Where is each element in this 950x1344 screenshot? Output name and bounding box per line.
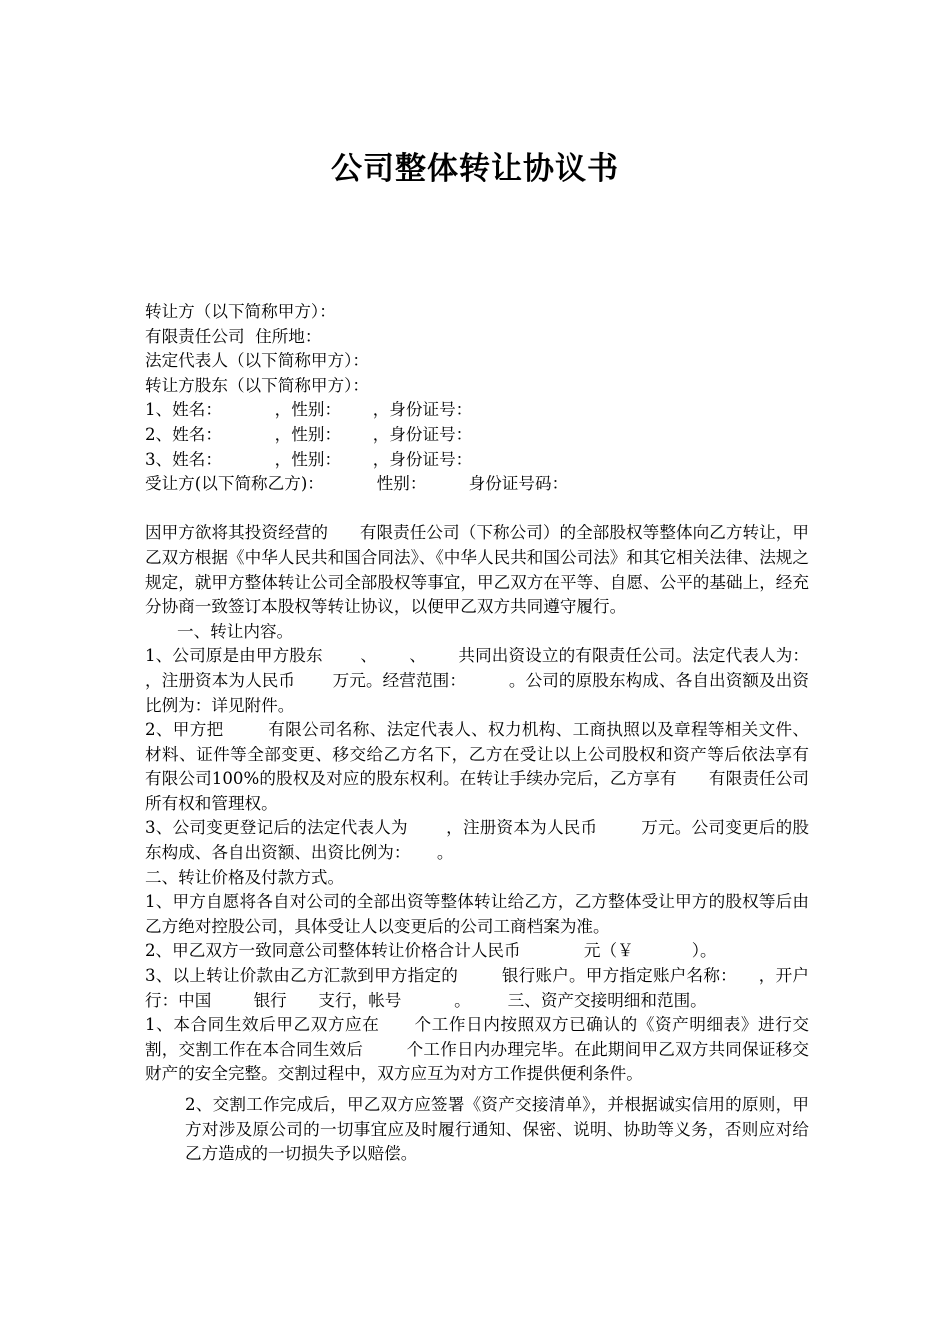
legal-rep-line: 法定代表人（以下简称甲方）： xyxy=(145,351,370,371)
document-body xyxy=(145,300,841,1167)
clause-2-3: 3、以上转让价款由乙方汇款到甲方指定的 银行账户。甲方指定账户名称： ，开户行：中国 银行 支行，帐号 。 三、资产交接明细和范围。 xyxy=(145,966,809,1010)
clause-2-1: 1、甲方自愿将各自对公司的全部出资等整体转让给乙方，乙方整体受让甲方的股权等后由乙方绝对控股公司，具体受让人以变更后的公司工商档案为准。 xyxy=(145,892,809,936)
clause-2-2: 2、甲乙双方一致同意公司整体转让价格合计人民币 元（￥ ）。 xyxy=(145,941,717,961)
transferee-line: 受让方(以下简称乙方)： 性别： 身份证号码： xyxy=(145,474,569,494)
shareholders-line: 转让方股东（以下简称甲方）： xyxy=(145,375,370,395)
section-1-heading: 一、转让内容。 xyxy=(177,621,294,641)
preamble-paragraph: 因甲方欲将其投资经营的 有限责任公司（下称公司）的全部股权等整体向乙方转让，甲乙双方根据《中华人民共和国合同法》、《中华人民共和国公司法》和其它相关法律、法规之规定，就甲方整体转让公司全部股权等事宜，甲乙双方在平等、自愿、公平的基础上，经充分协商一致签订本股权等转让协议，以便甲乙双方共同遵守履行。 xyxy=(145,523,809,617)
document-title: 公司整体转让协议书 xyxy=(331,151,619,187)
transferor-line: 转让方（以下简称甲方）： xyxy=(145,302,336,321)
section-2-heading: 二、转让价格及付款方式。 xyxy=(145,867,345,887)
clause-1-2: 2、甲方把 有限公司名称、法定代表人、权力机构、工商执照以及章程等相关文件、材料、证件等全部变更、移交给乙方名下，乙方在受让以上公司股权和资产等后依法享有 有限公司100%的股权及对应的股东权利。在转让手续办完后，乙方享有 有限责任公司所有权和管理权。 xyxy=(145,720,841,813)
clause-1-1: 1、公司原是由甲方股东 、 、 共同出资设立的有限责任公司。法定代表人为： ，注册资本为人民币 万元。经营范围： 。公司的原股东构成、各自出资额及出资比例为：详见附件。 xyxy=(145,646,841,715)
shareholder-1-line: 1、姓名： ，性别： ，身份证号： xyxy=(145,400,473,420)
company-address-line: 有限责任公司 住所地： xyxy=(145,326,322,346)
blank-line xyxy=(145,497,809,522)
clause-3-1: 1、本合同生效后甲乙双方应在 个工作日内按照双方已确认的《资产明细表》进行交割，交割工作在本合同生效后 个工作日内办理完毕。在此期间甲乙双方共同保证移交财产的安全完整。交割过程中，双方应互为对方工作提供便利条件。 xyxy=(145,1015,809,1084)
shareholder-2-line: 2、姓名： ，性别： ，身份证号： xyxy=(145,424,473,444)
clause-1-3: 3、公司变更登记后的法定代表人为 ，注册资本为人民币 万元。公司变更后的股东构成、各自出资额、出资比例为： 。 xyxy=(145,818,809,863)
shareholder-3-line: 3、姓名： ，性别： ，身份证号： xyxy=(145,449,473,469)
clause-3-2: 2、交割工作完成后，甲乙双方应签署《资产交接清单》，并根据诚实信用的原则，甲方对涉及原公司的一切事宜应及时履行通知、保密、说明、协助等义务，否则应对给乙方造成的一切损失予以赔偿。 xyxy=(185,1095,809,1164)
